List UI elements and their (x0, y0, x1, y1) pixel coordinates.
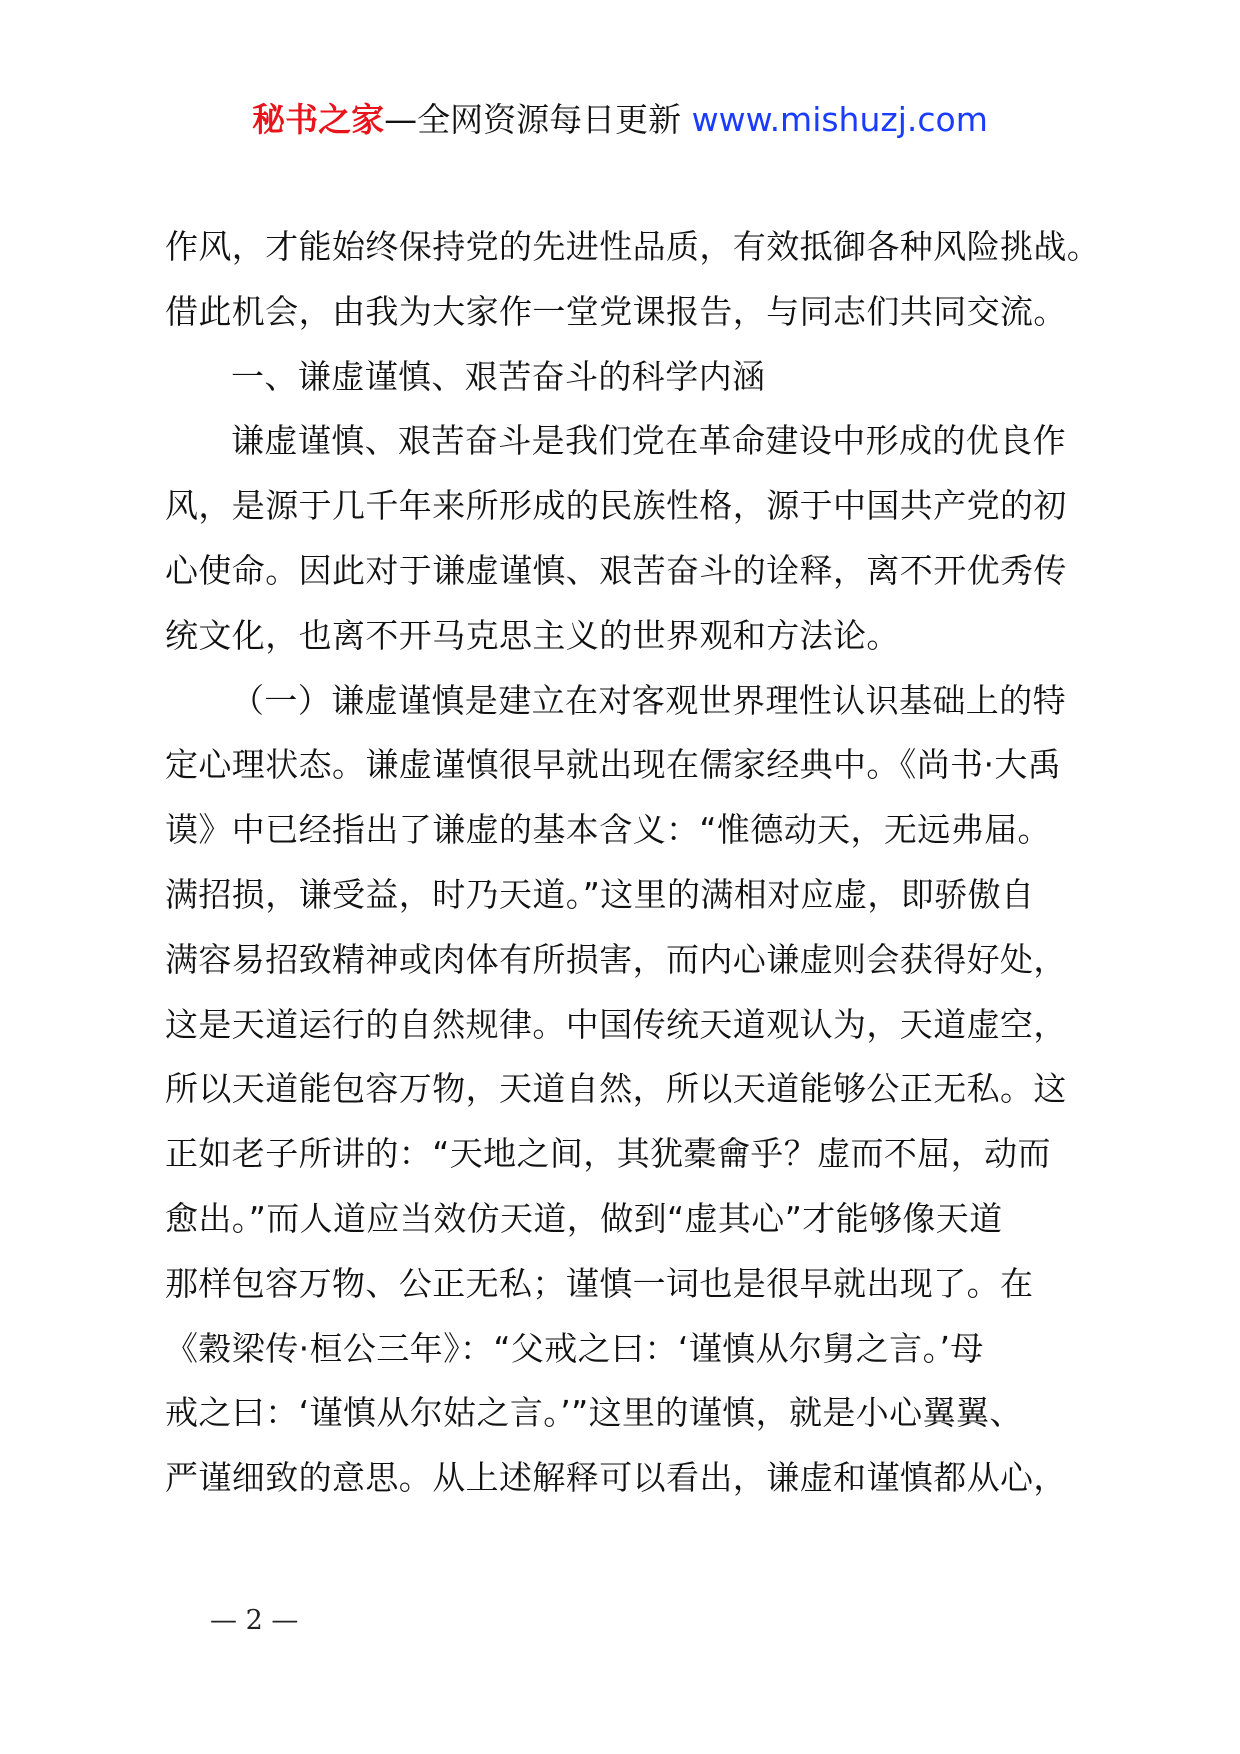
text-line: 谟》中已经指出了谦虚的基本含义：“惟德动天，无远弗届。 (165, 810, 1051, 850)
text-line: 满容易招致精神或肉体有所损害，而内心谦虚则会获得好处， (165, 939, 1067, 979)
text-line: 严谨细致的意思。从上述解释可以看出，谦虚和谨慎都从心， (165, 1458, 1067, 1498)
page-number: — 2 — (210, 1605, 299, 1636)
text-line: 统文化，也离不开马克思主义的世界观和方法论。 (165, 615, 900, 655)
header-slogan: —全网资源每日更新 (384, 100, 692, 139)
text-line: 定心理状态。谦虚谨慎很早就出现在儒家经典中。《尚书·大禹 (165, 745, 1062, 785)
text-line: 谦虚谨慎、艰苦奋斗是我们党在革命建设中形成的优良作 (231, 421, 1066, 461)
text-line: 借此机会，由我为大家作一堂党课报告，与同志们共同交流。 (165, 291, 1067, 331)
text-line: 所以天道能包容万物，天道自然，所以天道能够公正无私。这 (165, 1069, 1067, 1109)
text-line: 正如老子所讲的：“天地之间，其犹橐龠乎？虚而不屈，动而 (165, 1134, 1051, 1174)
section-heading: 一、谦虚谨慎、艰苦奋斗的科学内涵 (231, 356, 766, 396)
text-line: 这是天道运行的自然规律。中国传统天道观认为，天道虚空， (165, 1004, 1067, 1044)
text-line: 愈出。”而人道应当效仿天道，做到“虚其心”才能够像天道 (165, 1198, 1003, 1238)
subsection-heading: （一）谦虚谨慎是建立在对客观世界理性认识基础上的特 (231, 680, 1066, 720)
text-line: 作风，才能始终保持党的先进性品质，有效抵御各种风险挑战。 (165, 227, 1101, 266)
text-line: 心使命。因此对于谦虚谨慎、艰苦奋斗的诠释，离不开优秀传 (165, 550, 1067, 590)
site-header (0, 96, 1240, 144)
text-line: 那样包容万物、公正无私；谨慎一词也是很早就出现了。在 (165, 1263, 1034, 1303)
document-body (165, 215, 1101, 1511)
text-line: 风，是源于几千年来所形成的民族性格，源于中国共产党的初 (165, 486, 1067, 526)
text-line: 满招损，谦受益，时乃天道。”这里的满相对应虚，即骄傲自 (165, 874, 1035, 914)
text-line: 《穀梁传·桓公三年》：“父戒之曰：‘谨慎从尔舅之言。’母 (165, 1328, 984, 1368)
brand-name: 秘书之家 (252, 100, 385, 139)
site-url-link[interactable]: www.mishuzj.com (691, 100, 988, 139)
text-line: 戒之曰：‘谨慎从尔姑之言。’”这里的谨慎，就是小心翼翼、 (165, 1393, 1023, 1433)
